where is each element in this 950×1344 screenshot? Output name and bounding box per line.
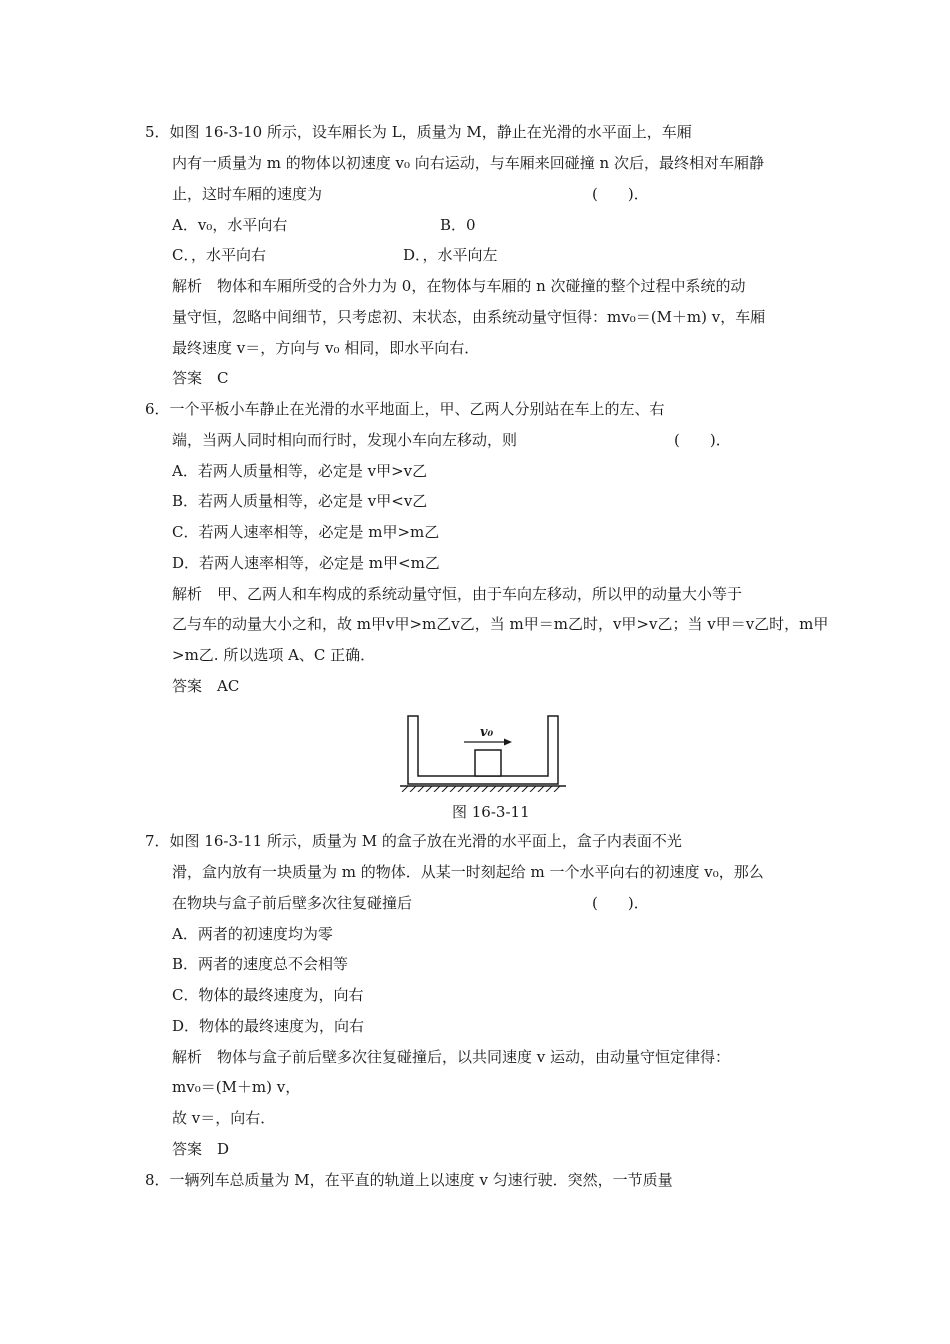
q6-stem-line2: 端，当两人同时相向而行时，发现小车向左移动，则 xyxy=(172,431,518,449)
q7-option-d: D．物体的最终速度为，向右 xyxy=(172,1017,365,1035)
q5-stem-line3: 止，这时车厢的速度为 xyxy=(172,185,323,203)
q6-solution-line2: 乙与车的动量大小之和，故 m甲v甲>m乙v乙，当 m甲＝m乙时，v甲>v乙；当 v甲＝v乙时，m甲 xyxy=(172,615,829,633)
q5-option-a: A．v₀，水平向右 xyxy=(172,216,288,234)
q5-stem-line1: 5．如图 16-3-10 所示，设车厢长为 L，质量为 M，静止在光滑的水平面上，车厢 xyxy=(145,123,692,141)
q7-answer-paren: ( )． xyxy=(592,894,649,912)
q6-option-c: C．若两人速率相等，必定是 m甲>m乙 xyxy=(172,523,440,541)
q6-answer-paren: ( )． xyxy=(674,431,731,449)
q5-answer-paren: ( )． xyxy=(592,185,649,203)
q6-option-d: D．若两人速率相等，必定是 m甲<m乙 xyxy=(172,554,440,572)
q7-option-c: C．物体的最终速度为，向右 xyxy=(172,986,364,1004)
q5-answer: 答案 C xyxy=(172,369,229,387)
ground-hatching xyxy=(402,786,560,792)
q6-solution-line1: 解析 甲、乙两人和车构成的系统动量守恒，由于车向左移动，所以甲的动量大小等于 xyxy=(172,585,743,603)
q5-stem-line2: 内有一质量为 m 的物体以初速度 v₀ 向右运动，与车厢来回碰撞 n 次后，最终相对车厢静 xyxy=(172,154,764,172)
q6-solution-line3: >m乙. 所以选项 A、C 正确． xyxy=(172,646,376,664)
q7-answer: 答案 D xyxy=(172,1140,230,1158)
velocity-label: v₀ xyxy=(480,725,494,740)
q7-solution-line3: 故 v＝，向右． xyxy=(172,1109,276,1127)
q8-stem-line1: 8．一辆列车总质量为 M，在平直的轨道上以速度 v 匀速行驶．突然，一节质量 xyxy=(145,1171,673,1189)
q5-solution-line2: 量守恒，忽略中间细节，只考虑初、末状态，由系统动量守恒得：mv₀＝(M＋m) v，车厢 xyxy=(172,308,766,326)
q5-solution-line1: 解析 物体和车厢所受的合外力为 0，在物体与车厢的 n 次碰撞的整个过程中系统的动 xyxy=(172,277,746,295)
q5-option-c: C．，水平向右 xyxy=(172,246,266,264)
q5-option-d: D．，水平向左 xyxy=(403,246,498,264)
q5-option-b: B．0 xyxy=(440,216,476,234)
figure-caption: 图 16-3-11 xyxy=(452,803,530,821)
q7-solution-line1: 解析 物体与盒子前后壁多次往复碰撞后，以共同速度 v 运动，由动量守恒定律得： xyxy=(172,1048,731,1066)
q6-stem-line1: 6．一个平板小车静止在光滑的水平地面上，甲、乙两人分别站在车上的左、右 xyxy=(145,400,665,418)
q6-option-b: B．若两人质量相等，必定是 v甲<v乙 xyxy=(172,492,428,510)
block xyxy=(475,750,501,776)
q6-answer: 答案 AC xyxy=(172,677,240,695)
q7-stem-line1: 7．如图 16-3-11 所示，质量为 M 的盒子放在光滑的水平面上，盒子内表面不光 xyxy=(145,832,682,850)
q7-solution-line2: mv₀＝(M＋m) v， xyxy=(172,1078,301,1096)
q6-option-a: A．若两人质量相等，必定是 v甲>v乙 xyxy=(172,462,428,480)
q5-solution-line3: 最终速度 v＝，方向与 v₀ 相同，即水平向右． xyxy=(172,339,480,357)
q7-option-b: B．两者的速度总不会相等 xyxy=(172,955,349,973)
box-diagram xyxy=(398,712,568,792)
q7-stem-line3: 在物块与盒子前后壁多次往复碰撞后 xyxy=(172,894,413,912)
velocity-arrowhead xyxy=(504,739,512,746)
q7-stem-line2: 滑，盒内放有一块质量为 m 的物体．从某一时刻起给 m 一个水平向右的初速度 v₀，那么 xyxy=(172,863,764,881)
q7-option-a: A．两者的初速度均为零 xyxy=(172,925,333,943)
